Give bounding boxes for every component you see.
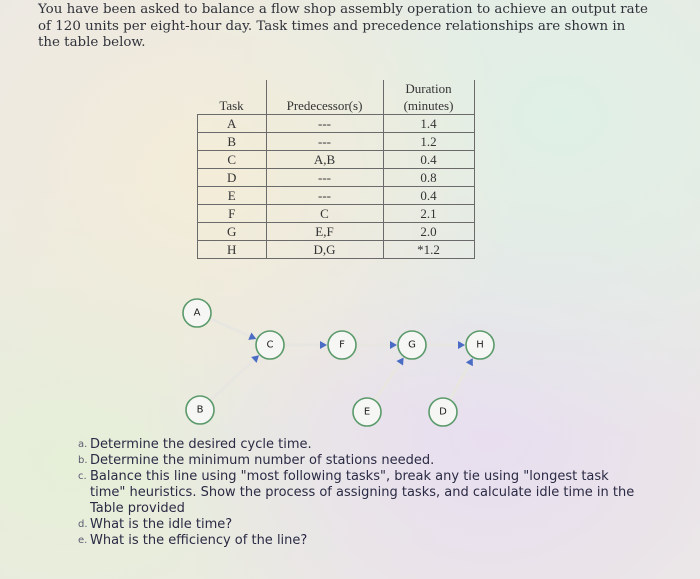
edge-a-c (210, 319, 256, 339)
node-c (256, 331, 284, 359)
question-letter: b. (78, 455, 88, 466)
duration-cell: 0.8 (383, 169, 474, 187)
question-item (78, 469, 638, 517)
task-cell: B (198, 133, 267, 151)
duration-cell: 1.4 (383, 115, 474, 133)
task-cell: A (198, 115, 267, 133)
question-text: What is the idle time? (90, 517, 233, 532)
task-cell: C (198, 151, 267, 169)
duration-cell: *1.2 (383, 241, 474, 259)
task-cell: F (198, 205, 267, 223)
node-label: B (196, 404, 204, 416)
node-label: H (476, 339, 484, 351)
question-letter: a. (78, 439, 88, 450)
task-cell: H (198, 241, 267, 259)
task-cell: D (198, 169, 267, 187)
header-duration-line1: Duration (405, 81, 452, 96)
node-f (328, 331, 356, 359)
question-item (78, 533, 638, 549)
node-label: F (339, 339, 345, 351)
node-b (186, 396, 214, 424)
question-text: Determine the minimum number of stations needed. (90, 453, 435, 468)
question-letter: d. (78, 519, 88, 530)
node-label: A (193, 307, 201, 319)
header-duration-line2: (minutes) (403, 98, 454, 113)
question-text: What is the efficiency of the line? (90, 533, 308, 548)
header-task: Task (198, 80, 267, 115)
duration-cell: 0.4 (383, 151, 474, 169)
duration-cell: 2.1 (383, 205, 474, 223)
node-label: G (408, 339, 416, 351)
predecessor-cell: --- (266, 187, 383, 205)
node-label: D (439, 406, 447, 418)
node-a (183, 299, 211, 327)
edge-e-g (375, 357, 404, 400)
arrowhead-f-g (390, 341, 397, 349)
edge-d-h (450, 358, 473, 400)
header-predecessors: Predecessor(s) (266, 80, 383, 115)
edge-b-c (210, 355, 259, 400)
node-g (398, 331, 426, 359)
problem-statement: You have been asked to balance a flow shop assembly operation to achieve an output rate of 120 units per eight-hour day. Task times and precedence relationships are shown in the table below. (38, 2, 648, 50)
duration-cell: 0.4 (383, 187, 474, 205)
node-h (466, 331, 494, 359)
predecessor-cell: E,F (266, 223, 383, 241)
predecessor-cell: --- (266, 133, 383, 151)
question-text: Determine the desired cycle time. (90, 437, 312, 452)
arrowhead-c-f (320, 341, 327, 349)
predecessor-cell: --- (266, 169, 383, 187)
question-item (78, 517, 638, 533)
question-item (78, 437, 638, 453)
node-d (429, 398, 457, 426)
question-letter: c. (78, 471, 87, 482)
question-item (78, 453, 638, 469)
node-label: C (266, 339, 274, 351)
question-letter: e. (78, 535, 88, 546)
predecessor-cell: C (266, 205, 383, 223)
arrowhead-g-h (458, 341, 465, 349)
predecessor-cell: D,G (266, 241, 383, 259)
precedence-nodes (183, 299, 494, 426)
question-text: Balance this line using "most following tasks", break any tie using "longest task time" heuristics. Show the process of assigning tasks, and calculate idle time in the Table provided (90, 469, 635, 516)
task-cell: E (198, 187, 267, 205)
node-label: E (363, 406, 371, 418)
duration-cell: 1.2 (383, 133, 474, 151)
question-list (78, 437, 638, 549)
duration-cell: 2.0 (383, 223, 474, 241)
task-cell: G (198, 223, 267, 241)
node-e (353, 398, 381, 426)
predecessor-cell: A,B (266, 151, 383, 169)
predecessor-cell: --- (266, 115, 383, 133)
